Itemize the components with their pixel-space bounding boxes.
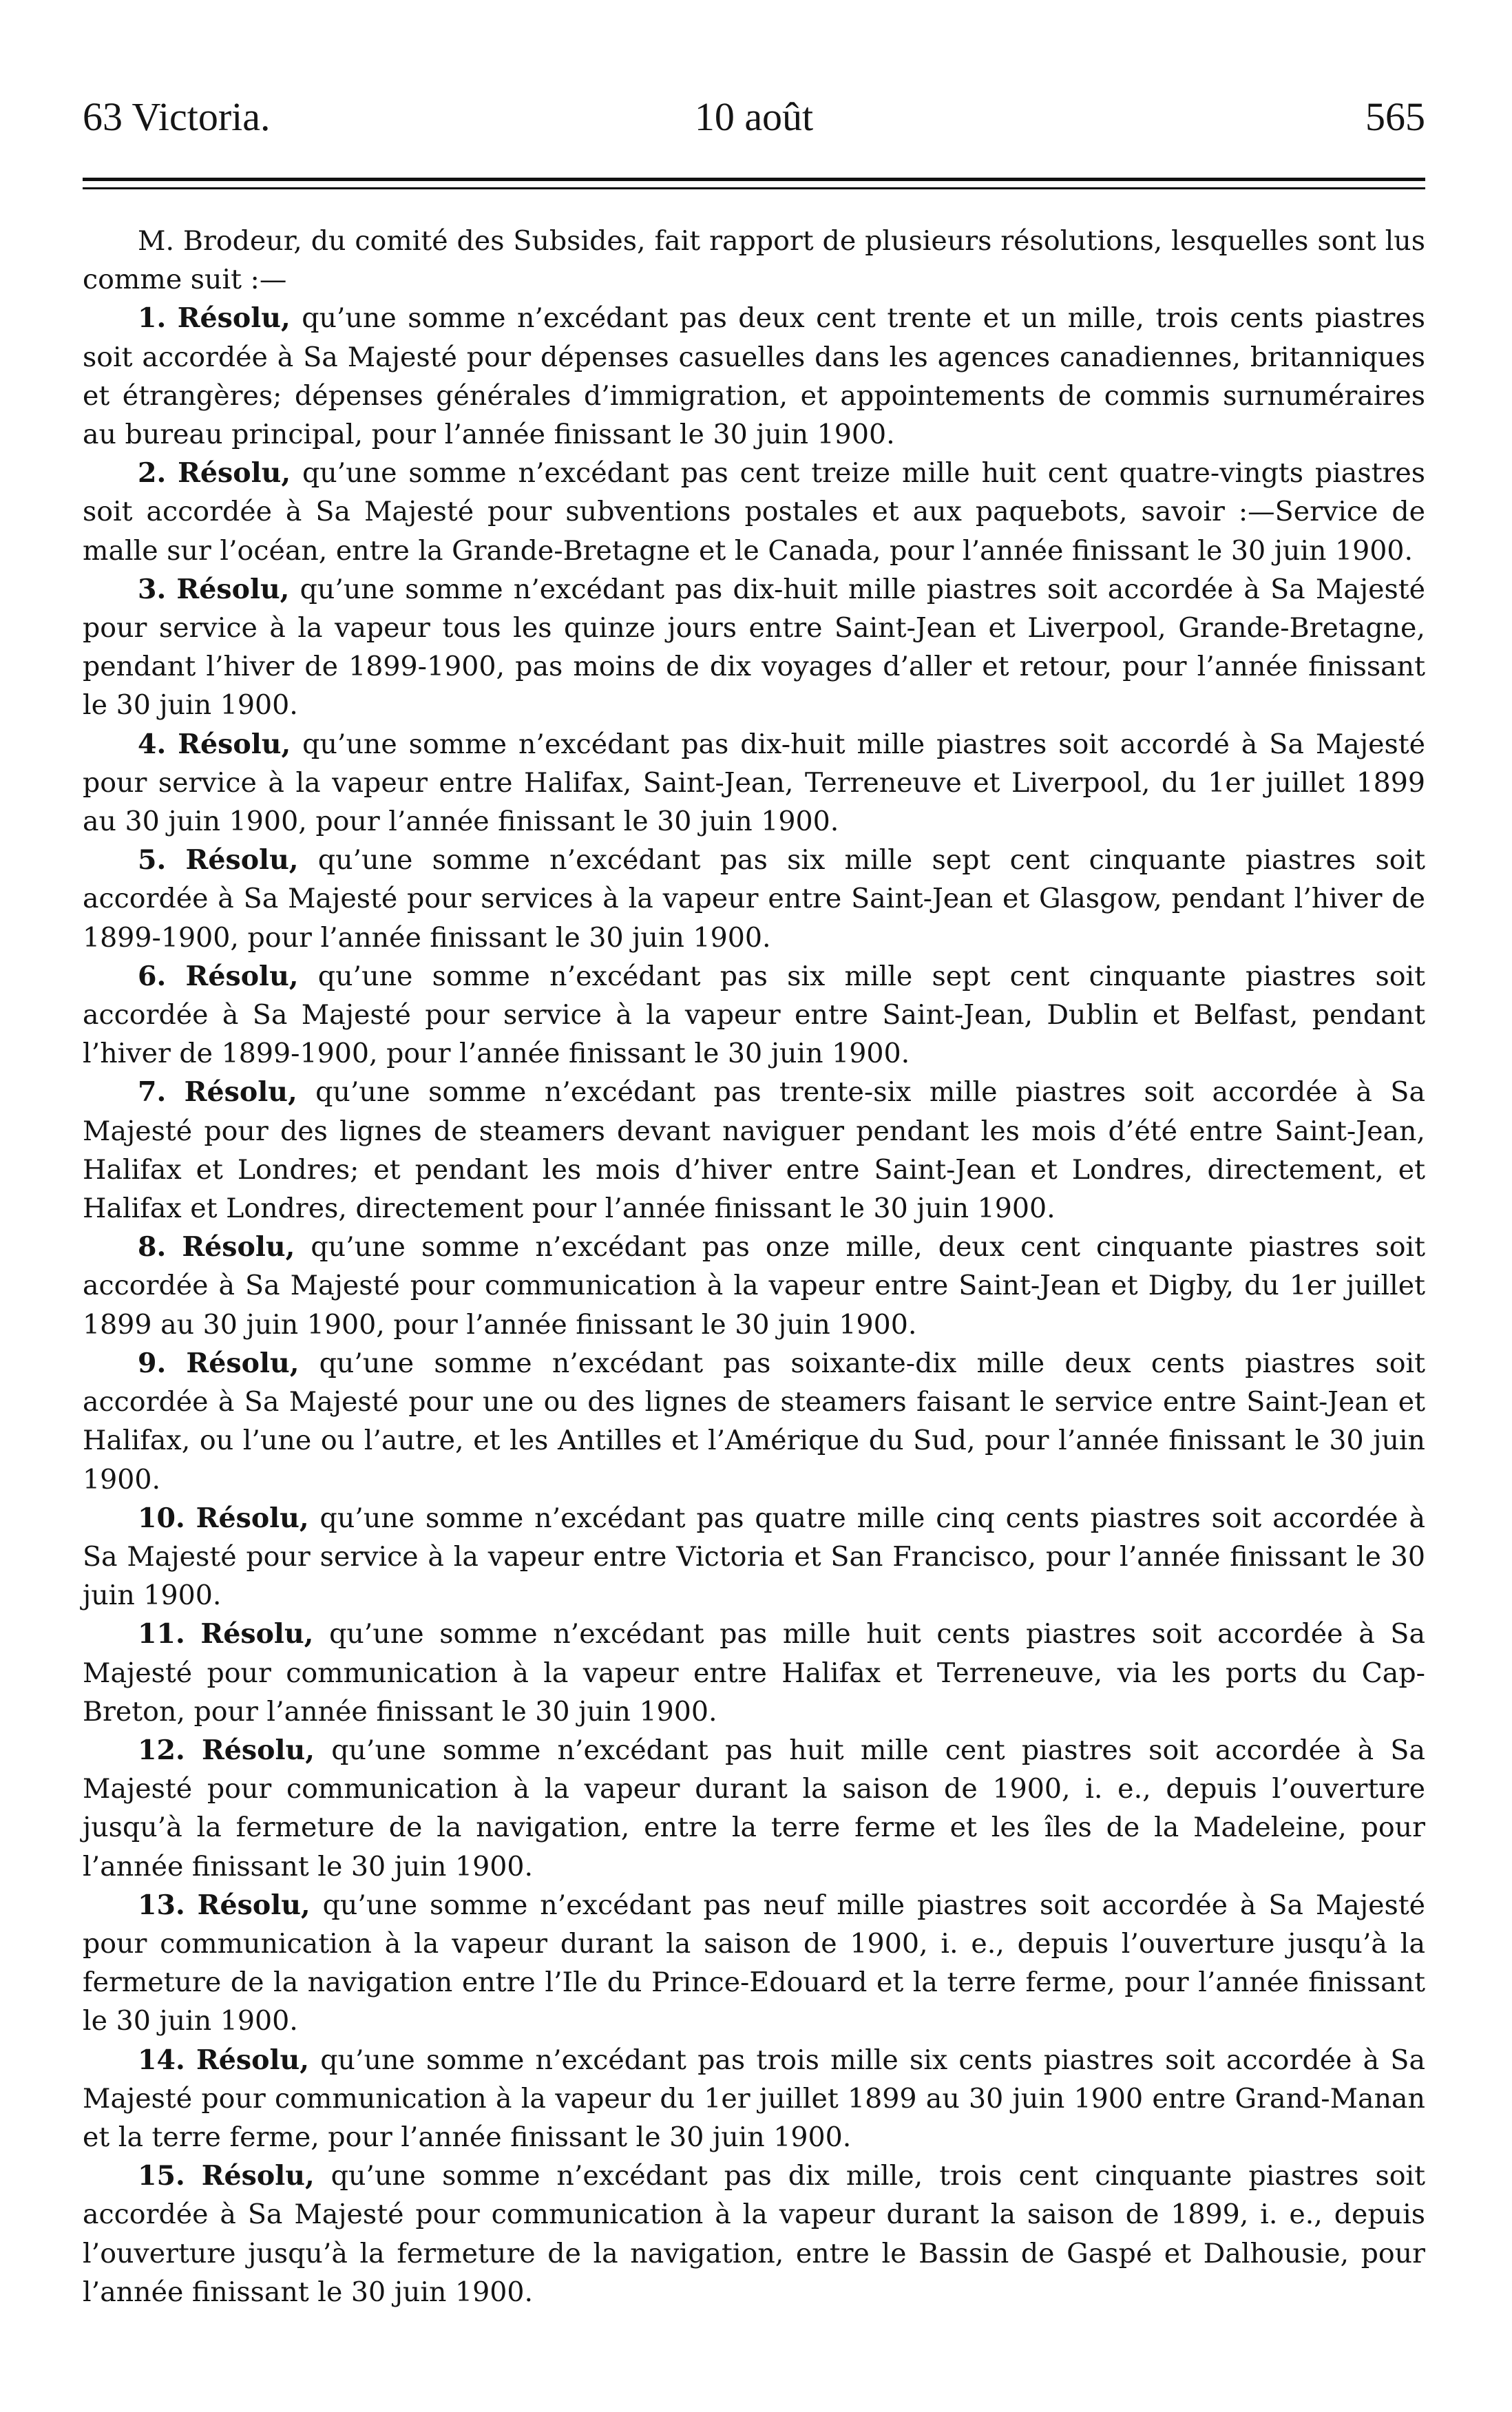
resolution-paragraph: [83, 2041, 1425, 2157]
resolution-text: qu’une somme n’excédant pas huit mille cent piastres soit accordée à Sa Majesté pour communication à la vapeur durant la saison de 1900, i. e., depuis l’ouverture jusqu’à la fermeture de la navigation, entre la terre ferme et les îles de la Madeleine, pour l’année finissant le 30 juin 1900.: [83, 1734, 1425, 1883]
resolution-label: Résolu,: [178, 457, 291, 490]
resolution-label: Résolu,: [197, 1889, 311, 1921]
page-body: [83, 222, 1425, 2311]
resolution-paragraph: [83, 1615, 1425, 1731]
resolution-label: Résolu,: [184, 1076, 297, 1109]
resolution-number: 1.: [138, 302, 167, 335]
resolution-text: qu’une somme n’excédant pas six mille sept cent cinquante piastres soit accordée à Sa Majesté pour services à la vapeur entre Saint-Jean et Glasgow, pendant l’hiver de 1899-1900, pour l’année finissant le 30 juin 1900.: [83, 844, 1425, 954]
resolution-label: Résolu,: [178, 728, 291, 760]
resolution-text: qu’une somme n’excédant pas deux cent trente et un mille, trois cents piastres soit accordée à Sa Majesté pour dépenses casuelles dans les agences canadiennes, britanniques et étrangères; dépenses générales d’immigration, et appointements de commis surnuméraires au bureau principal, pour l’année finissant le 30 juin 1900.: [83, 302, 1426, 451]
resolution-text: qu’une somme n’excédant pas trois mille six cents piastres soit accordée à Sa Majesté pour communication à la vapeur du 1er juillet 1899 au 30 juin 1900 entre Grand-Manan et la terre ferme, pour l’année finissant le 30 juin 1900.: [83, 2044, 1425, 2153]
resolution-label: Résolu,: [186, 1347, 300, 1379]
resolution-label: Résolu,: [196, 2044, 309, 2076]
page-header: [83, 83, 1425, 158]
resolution-number: 5.: [138, 844, 167, 877]
resolution-text: qu’une somme n’excédant pas dix mille, trois cent cinquante piastres soit accordée à Sa Majesté pour communication à la vapeur durant la saison de 1899, i. e., depuis l’ouverture jusqu’à la fermeture de la navigation, entre le Bassin de Gaspé et Dalhousie, pour l’année finissant le 30 juin 1900.: [83, 2160, 1425, 2308]
intro-paragraph: M. Brodeur, du comité des Subsides, fait rapport de plusieurs résolutions, lesquelles sont lus comme suit :—: [83, 225, 1425, 296]
resolution-text: qu’une somme n’excédant pas cent treize mille huit cent quatre-vingts piastres soit accordée à Sa Majesté pour subventions postales et aux paquebots, savoir :—Service de malle sur l’océan, entre la Grande-Bretagne et le Canada, pour l’année finissant le 30 juin 1900.: [83, 457, 1425, 567]
resolution-paragraph: [83, 2157, 1425, 2311]
page-number: 565: [1365, 94, 1425, 139]
resolution-text: qu’une somme n’excédant pas soixante-dix mille deux cents piastres soit accordée à Sa Majesté pour une ou des lignes de steamers faisant le service entre Saint-Jean et Halifax, ou l’une ou l’autre, et les Antilles et l’Amérique du Sud, pour l’année finissant le 30 juin 1900.: [83, 1347, 1425, 1496]
resolution-paragraph: [83, 841, 1425, 957]
resolution-label: Résolu,: [185, 960, 299, 992]
resolution-paragraph: [83, 1731, 1425, 1886]
header-date: 10 août: [694, 94, 814, 139]
resolution-number: 9.: [138, 1347, 167, 1379]
resolution-paragraph: [83, 1886, 1425, 2041]
resolution-label: Résolu,: [196, 1502, 309, 1534]
resolution-label: Résolu,: [185, 844, 299, 877]
resolution-label: Résolu,: [201, 2160, 315, 2192]
resolution-text: qu’une somme n’excédant pas trente-six mille piastres soit accordée à Sa Majesté pour des lignes de steamers devant naviguer pendant les mois d’été entre Saint-Jean, Halifax et Londres; et pendant les mois d’hiver entre Saint-Jean et Londres, directement, et Halifax et Londres, directement pour l’année finissant le 30 juin 1900.: [83, 1076, 1425, 1225]
resolution-paragraph: [83, 725, 1425, 841]
resolution-paragraph: [83, 454, 1425, 570]
resolution-text: qu’une somme n’excédant pas six mille sept cent cinquante piastres soit accordée à Sa Majesté pour service à la vapeur entre Saint-Jean, Dublin et Belfast, pendant l’hiver de 1899-1900, pour l’année finissant le 30 juin 1900.: [83, 960, 1425, 1070]
resolution-number: 3.: [138, 573, 167, 605]
resolution-label: Résolu,: [200, 1618, 314, 1650]
resolution-label: Résolu,: [177, 302, 291, 335]
resolution-number: 13.: [138, 1889, 185, 1921]
resolution-number: 2.: [138, 457, 167, 490]
resolution-label: Résolu,: [182, 1231, 295, 1263]
resolution-text: qu’une somme n’excédant pas dix-huit mille piastres soit accordé à Sa Majesté pour service à la vapeur entre Halifax, Saint-Jean, Terreneuve et Liverpool, du 1er juillet 1899 au 30 juin 1900, pour l’année finissant le 30 juin 1900.: [83, 728, 1425, 838]
resolution-paragraph: [83, 1499, 1425, 1615]
resolution-label: Résolu,: [201, 1734, 315, 1766]
resolution-number: 12.: [138, 1734, 185, 1766]
resolution-number: 14.: [138, 2044, 185, 2076]
resolution-number: 10.: [138, 1502, 185, 1534]
resolution-number: 6.: [138, 960, 167, 992]
resolution-paragraph: [83, 1228, 1425, 1344]
resolution-text: qu’une somme n’excédant pas quatre mille cinq cents piastres soit accordée à Sa Majesté pour service à la vapeur entre Victoria et San Francisco, pour l’année finissant le 30 juin 1900.: [83, 1502, 1425, 1612]
resolution-paragraph: [83, 299, 1425, 454]
resolution-paragraph: [83, 570, 1425, 725]
resolution-number: 7.: [138, 1076, 167, 1109]
resolution-text: qu’une somme n’excédant pas mille huit cents piastres soit accordée à Sa Majesté pour communication à la vapeur entre Halifax et Terreneuve, via les ports du Cap-Breton, pour l’année finissant le 30 juin 1900.: [83, 1618, 1426, 1728]
resolution-text: qu’une somme n’excédant pas neuf mille piastres soit accordée à Sa Majesté pour communication à la vapeur durant la saison de 1900, i. e., depuis l’ouverture jusqu’à la fermeture de la navigation entre l’Ile du Prince-Edouard et la terre ferme, pour l’année finissant le 30 juin 1900.: [83, 1889, 1425, 2037]
resolution-paragraph: [83, 957, 1425, 1073]
header-session: 63 Victoria.: [83, 94, 271, 139]
resolution-text: qu’une somme n’excédant pas dix-huit mille piastres soit accordée à Sa Majesté pour service à la vapeur tous les quinze jours entre Saint-Jean et Liverpool, Grande-Bretagne, pendant l’hiver de 1899-1900, pas moins de dix voyages d’aller et retour, pour l’année finissant le 30 juin 1900.: [83, 573, 1425, 722]
resolution-paragraph: [83, 1344, 1425, 1499]
resolution-number: 4.: [138, 728, 167, 760]
header-rule-thick: [83, 178, 1425, 181]
resolution-text: qu’une somme n’excédant pas onze mille, deux cent cinquante piastres soit accordée à Sa Majesté pour communication à la vapeur entre Saint-Jean et Digby, du 1er juillet 1899 au 30 juin 1900, pour l’année finissant le 30 juin 1900.: [83, 1231, 1425, 1341]
resolution-number: 15.: [138, 2160, 185, 2192]
resolution-paragraph: [83, 1073, 1425, 1228]
resolution-label: Résolu,: [176, 573, 290, 605]
header-rule-thin: [83, 187, 1425, 189]
resolution-number: 8.: [138, 1231, 167, 1263]
resolution-number: 11.: [138, 1618, 185, 1650]
